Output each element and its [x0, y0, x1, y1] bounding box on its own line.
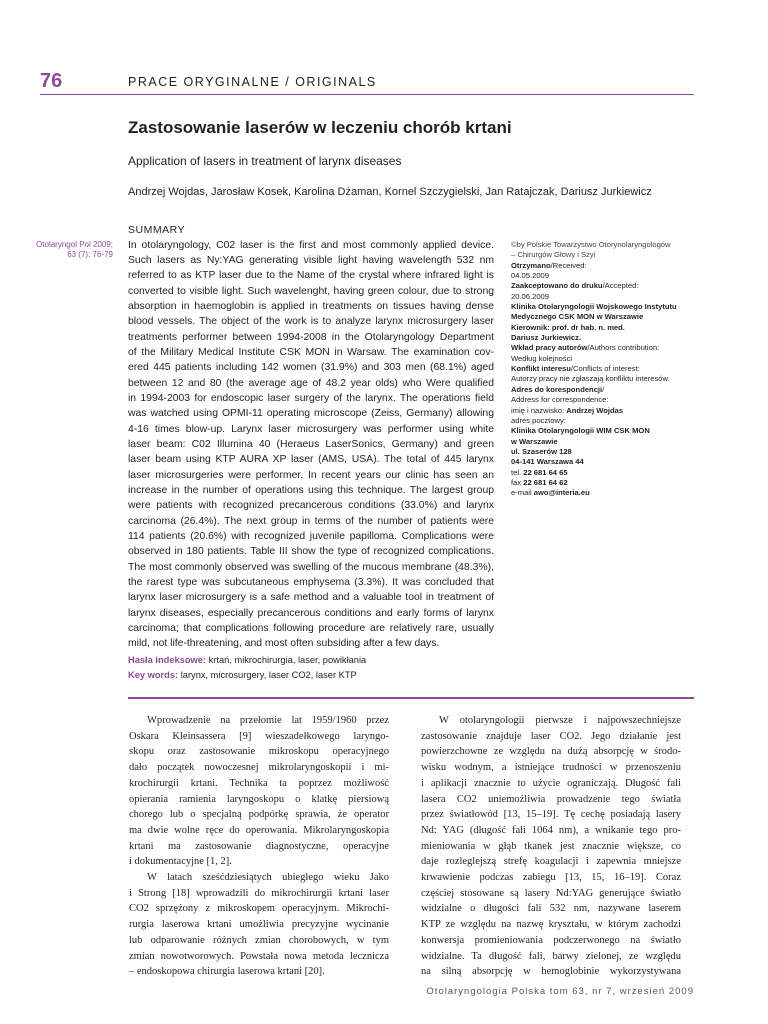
fax-label: fax [511, 477, 524, 487]
conflict-label-en: /Conflicts of interest: [570, 364, 640, 374]
text-line: blood vessels. The object of the work is to analyze larynx microsurgery laser [128, 316, 494, 328]
citation-line: Otolaryngol Pol 2009; [36, 240, 113, 249]
text-line: częściej stosowane są lasery Nd:YAG generujące światło [421, 887, 681, 899]
citation-line: 63 (7): 76-79 [67, 250, 113, 259]
journal-citation [10, 240, 113, 260]
text-line: referred to as KTP laser due to the Name of the crystal where infrared light is [128, 270, 494, 282]
keywords-polish-value: krtań, mikrochirurgia, laser, powikłania [206, 655, 367, 665]
contribution-label-pl: Wkład pracy autorów [511, 343, 588, 353]
text-line: mieniowania w głąb tkanek jest znacznie większe, co [421, 840, 681, 852]
header-rule [40, 94, 694, 95]
text-line: mild, not life-threatening, and most often subsiding after a few days. [128, 638, 440, 650]
text-line: i Strong [18] wprowadzili do mikrochirurgii krtani laser [129, 887, 389, 899]
keywords-polish [128, 655, 366, 665]
name-line [511, 406, 701, 416]
text-line: the rarest type was subcutaneous emphysema (3.3%). It was concluded that [128, 577, 494, 589]
email-line [511, 488, 701, 498]
text-line: zastosowanie znajduje laser CO2. Jego działanie jest [421, 730, 681, 742]
copyright-line: ©by Polskie Towarzystwo Otorynolaryngologów [511, 240, 671, 249]
body-column-right [421, 713, 681, 980]
text-line: observed in 180 patients. Table III show the type of recognized complications. [128, 546, 494, 558]
text-line: i dokumentacyjne [1, 2]. [129, 856, 232, 868]
text-line: i aplikacji znacznie to użycie ograniczają. Długość fali [421, 777, 681, 789]
text-line: converted to visible light. Such wavelenght, having green colour, due to strong [128, 285, 494, 297]
text-line: chorego lub o specjalną podpórkę sprawia, że operator [129, 809, 389, 821]
text-line: laser microsurgeries were performer. In recent years our clinic has seen an [128, 469, 494, 481]
text-line: krtani ma zastosowanie diagnostyczne, operacyjne [129, 840, 389, 852]
text-line: widzialne. Ta długość fali, barwy zielonej, ze względu [421, 950, 681, 962]
accepted-label-en: /Accepted: [602, 281, 639, 291]
text-line: were patients with recognized precancerous conditions (33.0%) and larynx [128, 500, 494, 512]
text-line: skopu oraz zastosowanie mikroskopu operacyjnego [129, 746, 389, 758]
article-title-english: Application of lasers in treatment of larynx diseases [128, 154, 402, 168]
text-line: The most commonly observed was swelling of the mucous membrane (48.3%), [128, 561, 494, 573]
text-line: ma dwie wolne ręce do operowania. Mikrolaryngoskopia [129, 824, 389, 836]
text-line: 114 patients (20.6%) with recognized juvenile papilloma. Complications were [128, 531, 494, 543]
body-column-left [129, 713, 389, 980]
text-line: krochirurgii krtani. Technika ta poprzez możliwość [129, 777, 389, 789]
head-line: Dariusz Jurkiewicz. [511, 333, 582, 343]
summary-text [128, 238, 494, 652]
phone-value: 22 681 64 65 [523, 467, 568, 477]
address-label-pl: Adres do korespondencji [511, 384, 603, 394]
text-line: CO2 sprzężony z mikroskopem operacyjnym. Mikrochi- [129, 903, 389, 915]
page-number: 76 [40, 70, 63, 92]
fax-value: 22 681 64 62 [523, 477, 568, 487]
address-label-sep: / [602, 384, 605, 394]
address-line: ul. Szaserów 128 [511, 446, 572, 456]
text-line: in 1994-2003 for endoscopic laser surgery of the larynx. The operations field [128, 392, 494, 404]
text-line: daje rozleglejszą strefę koagulacji i zapewnia mniejsze [421, 856, 681, 868]
clinic-line: Klinika Otolaryngologii Wojskowego Instytutu [511, 302, 677, 312]
text-line: Nd: YAG (długość fali 1064 nm), a wnikanie tego pro- [421, 824, 681, 836]
address-label-english: Address for correspondence: [511, 395, 609, 405]
text-line: KTP ze względu na nazwę kryształu, w którym zachodzi [421, 919, 681, 931]
keywords-english-value: larynx, microsurgery, laser CO2, laser KTP [178, 670, 357, 680]
text-line: carcinoma; that complications following procedure are relatively rare, usually [128, 623, 494, 635]
keywords-polish-label: Hasła indeksowe: [128, 655, 207, 665]
text-line: – endoskopowa chirurgia laserowa krtani [20]. [129, 966, 325, 978]
text-line: larynx diseases, especially precancerous conditions and early forms of larynx [128, 607, 494, 619]
text-line: Wprowadzenie na przełomie lat 1959/1960 przez [147, 715, 389, 726]
text-line: lasera CO2 uniemożliwia prowadzenie tego światła [421, 793, 681, 805]
text-line: wisku wodnym, a istniejące trudności w przenoszeniu [421, 762, 681, 774]
text-line: rurgia laserowa krtani umożliwia precyzyjne wycinanie [129, 919, 389, 931]
email-label: e-mail [511, 488, 534, 498]
address-line: 04-141 Warszawa 44 [511, 457, 584, 467]
section-label: PRACE ORYGINALNE / ORIGINALS [128, 75, 377, 89]
name-value: Andrzej Wojdas [566, 405, 624, 415]
text-line: absorption in haemoglobin is applied in treatments on tissues having dense [128, 300, 494, 312]
conflict-label-pl: Konflikt interesu [511, 364, 571, 374]
copyright-line: – Chirurgów Głowy i Szyi [511, 250, 596, 260]
text-line: 4-16 times blow-up. Larynx laser microsurgery was performer using white [128, 423, 494, 435]
article-metadata-sidebar [511, 240, 701, 499]
summary-heading: SUMMARY [128, 224, 185, 236]
clinic-line: Medycznego CSK MON w Warszawie [511, 312, 644, 322]
accepted-label-pl: Zaakceptowano do druku [511, 281, 603, 291]
address-line: Klinika Otolaryngologii WIM CSK MON [511, 426, 650, 436]
text-line: na silną absorpcję w hemoglobinie wykorzystywana [421, 966, 681, 978]
text-line: laser beam: C02 Illumina 40 (Heraeus LaserSonics, Germany) and green [128, 438, 494, 450]
keywords-english [128, 670, 357, 680]
text-line: przez światłowód [13, 15–19]. Tę cechę posiadają lasery [421, 809, 681, 821]
keywords-english-label: Key words: [128, 670, 179, 680]
contribution-label-en: /Authors contribution: [587, 343, 660, 353]
section-divider [128, 697, 694, 699]
text-line: Such lasers as Ny:YAG generating visible light having wavelength 532 nm [128, 254, 494, 266]
received-date: 04.05.2009 [511, 271, 550, 281]
text-line: In otolaryngology, C02 laser is the first and most commonly applied device. [128, 239, 494, 251]
text-line: zmian nowotworowych. Powstała nowa metoda lecznicza [129, 950, 389, 962]
received-label-en: /Received: [550, 260, 587, 270]
contribution-label [511, 343, 701, 353]
head-line: Kierownik: prof. dr hab. n. med. [511, 322, 625, 332]
address-line: w Warszawie [511, 436, 558, 446]
text-line: was watched using OPMI-11 operating microscope (Zeiss, Germany) allowing [128, 408, 494, 420]
phone-line [511, 468, 701, 478]
email-value: awo@interia.eu [533, 488, 590, 498]
text-line: widzialne o długości fali 532 nm, nazywane laserem [421, 903, 681, 915]
text-line: opierania ramienia laryngoskopu o klatkę piersiową [129, 793, 389, 805]
text-line: increase in the number of operations using this technique. The largest group [128, 485, 494, 496]
conflict-label [511, 364, 701, 374]
text-line: lub odparowanie różnych zmian chorobowych, w tym [129, 934, 389, 946]
text-line: dało początek nowoczesnej mikrolaryngoskopii i mi- [129, 762, 389, 774]
text-line: treatments performer between 1994-2008 in the Otolaryngology Department [128, 331, 494, 343]
conflict-value: Autorzy pracy nie zgłaszają konfliktu interesów. [511, 374, 670, 384]
received-label-pl: Otrzymano [511, 260, 551, 270]
text-line: ered 445 patients including 142 women (31.9%) and 303 men (68.1%) aged [128, 362, 494, 374]
address-label [511, 385, 701, 395]
phone-label: tel. [511, 467, 524, 477]
text-line: of the Military Medical Institute CSK MON in Warsaw. The examination cov- [128, 346, 494, 358]
text-line: krwawienie podczas zabiegu [13, 15, 16–19]. Coraz [421, 872, 681, 884]
text-line: larynx laser microsurgery is a safe method and a valuable tool in treatment of [128, 592, 494, 604]
fax-line [511, 478, 701, 488]
text-line: Oskara Kleinsassera [9] wieszadełkowego laryngo- [129, 730, 389, 742]
text-line: powierzchowne ze względu na dużą absorpcję w środo- [421, 746, 681, 758]
text-line: konwersja promieniowania podczerwonego na światło [421, 934, 681, 946]
text-line: W latach sześćdziesiątych ubiegłego wieku Jako [147, 872, 389, 884]
text-line: between 12 and 80 (the average age of 48.2 year olds) who Were qualified [128, 377, 494, 389]
name-label: imię i nazwisko: [511, 405, 567, 415]
text-line: laser beam using KTP AURA XP laser (AMS, USA). The total of 445 larynx [128, 454, 494, 466]
page-footer: Otolaryngologia Polska tom 63, nr 7, wrzesień 2009 [426, 986, 694, 997]
author-list: Andrzej Wojdas, Jarosław Kosek, Karolina Dżaman, Kornel Szczygielski, Jan Ratajczak, Dariusz Jurkiewicz [128, 186, 652, 198]
article-title-polish: Zastosowanie laserów w leczeniu chorób krtani [128, 118, 512, 137]
accepted-label [511, 281, 701, 291]
text-line: carcinoma (26.4%). The next group in terms of the number of patients were [128, 515, 494, 527]
received-label [511, 261, 701, 271]
postal-label: adres pocztowy: [511, 415, 566, 425]
text-line: W otolaryngologii pierwsze i najpowszechniejsze [439, 715, 681, 726]
contribution-value: Według kolejności [511, 353, 573, 363]
accepted-date: 20.06.2009 [511, 291, 550, 301]
